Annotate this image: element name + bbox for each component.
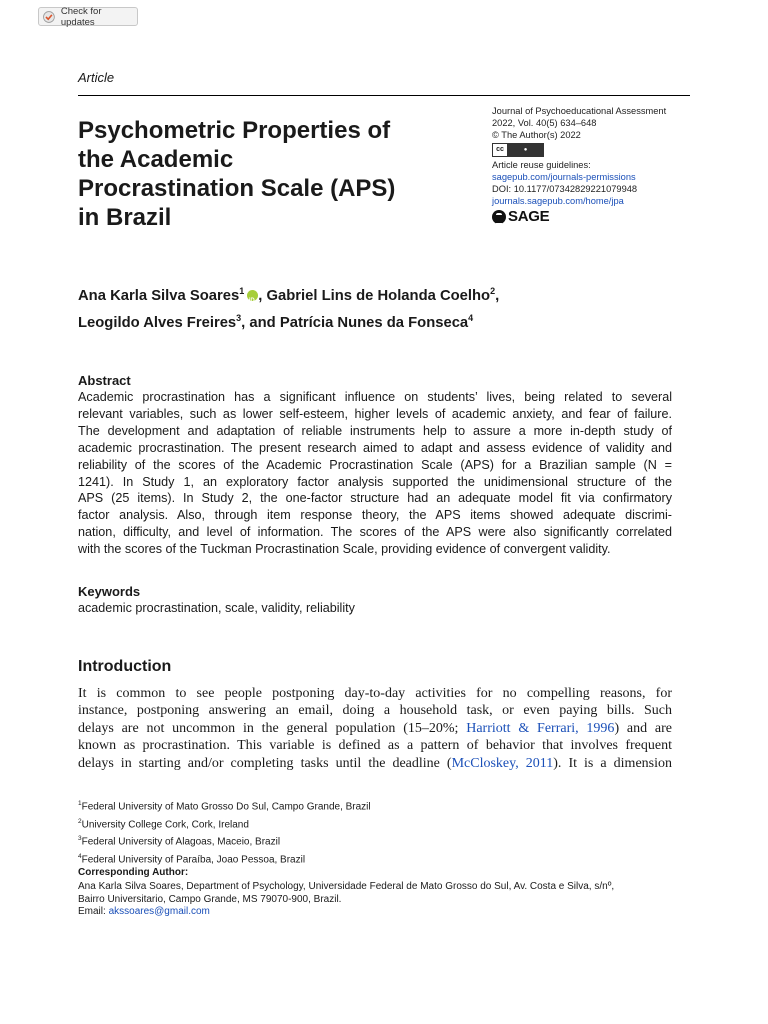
cc-by-icon[interactable] [492, 143, 544, 157]
citation-link[interactable]: Harriott & Ferrari, 1996 [466, 720, 615, 736]
affiliation-item: $^2$University College Cork, Cork, Ireland [78, 817, 249, 830]
corresponding-address-line: Ana Karla Silva Soares, Department of Psychology, Universidade Federal de Mato Grosso do Sul, Av. Costa e Silva, s/nº, [78, 881, 615, 892]
author-list: Ana Karla Silva Soares$^1$iD , Gabriel Lins de Holanda Coelho$^2$, Leogildo Alves Freires$^3$, and Patrícia Nunes da Fonseca$^4$ [78, 280, 698, 334]
top-divider [78, 95, 690, 96]
author-affiliation-mark: 1 [239, 286, 245, 296]
abstract-line: factor analysis. Also, through item response theory, the APS items showed adequate discrimi- [78, 508, 672, 523]
introduction-line: It is common to see people postponing day-to-day activities for no compelling reasons, for [78, 686, 672, 701]
abstract-line: APS (25 items). In Study 2, the one-factor structure had an adequate model fit via confirmatory [78, 491, 672, 506]
author-affiliation-mark: 2 [490, 286, 496, 296]
article-type-label: Article [78, 70, 115, 85]
citation-link[interactable]: McCloskey, 2011 [451, 755, 554, 771]
check-for-updates-label: Check for updates [60, 5, 102, 28]
title-line: Procrastination Scale (APS) [78, 175, 396, 202]
corresponding-author-details [78, 881, 698, 919]
title-line: Psychometric Properties of [78, 117, 391, 144]
abstract-line: with the scores of the Tuckman Procrastination Scale, providing evidence of convergent validity. [78, 542, 611, 557]
author-affiliation-mark: 4 [468, 312, 474, 323]
author-name: Leogildo Alves Freires [78, 314, 237, 331]
abstract-line: 1241). In Study 1, an exploratory factor analysis supported the unidimensional structure of the [78, 474, 672, 489]
abstract-line: nation, difficulty, and level of information. The scores of the APS were also significantly correlated [78, 525, 672, 540]
abstract-line: relevant variables, such as lower self-esteem, higher levels of academic anxiety, and fear of failure. [78, 406, 672, 421]
by-icon: ● [508, 144, 543, 156]
introduction-line: delays are not uncommon in the general population (15–20%; Harriott & Ferrari, 1996) and are [78, 720, 673, 736]
journal-name: Journal of Psychoeducational Assessment [492, 106, 667, 116]
orcid-icon[interactable] [247, 290, 258, 301]
check-for-updates-icon [43, 11, 55, 23]
introduction-line: delays in starting and/or completing tasks until the deadline (McCloskey, 2011). It is a dimension [78, 755, 672, 771]
introduction-text [78, 685, 672, 772]
introduction-heading: Introduction [78, 658, 172, 675]
introduction-line: known as procrastination. This variable is defined as a pattern of behavior that involves frequent [78, 738, 672, 754]
journal-copyright: © The Author(s) 2022 [492, 130, 581, 140]
abstract-heading: Abstract [78, 373, 131, 388]
journal-volume: 2022, Vol. 40(5) 634–648 [492, 118, 597, 128]
abstract-line: Academic procrastination has a significant influence on students’ lives, being related to several [78, 390, 672, 404]
abstract-line: academic procrastination. The present research aimed to adapt and assess evidence of validity and [78, 440, 672, 455]
cc-icon: cc [493, 144, 508, 156]
reuse-label: Article reuse guidelines: [492, 160, 591, 170]
title-line: in Brazil [78, 204, 172, 231]
keywords-heading: Keywords [78, 584, 141, 599]
affiliation-item: $^3$Federal University of Alagoas, Maceio, Brazil [78, 835, 281, 848]
affiliation-item: $^4$Federal University of Paraíba, Joao Pessoa, Brazil [78, 852, 306, 865]
corresponding-author-heading: Corresponding Author: [78, 867, 189, 878]
introduction-line: instance, postponing answering an email, doing a household task, or even paying bills. Such [78, 703, 672, 719]
title-line: the Academic [78, 146, 234, 173]
author-conjunction: and [249, 314, 276, 331]
paper-title [78, 116, 468, 232]
author-affiliation-mark: 3 [236, 312, 242, 323]
doi[interactable]: DOI: 10.1177/07342829221079948 [492, 184, 638, 194]
email-link[interactable]: akssoares@gmail.com [108, 906, 210, 918]
sage-logo [492, 210, 712, 224]
affiliation-item: $^1$Federal University of Mato Grosso Do Sul, Campo Grande, Brazil [78, 800, 371, 813]
author-name: Ana Karla Silva Soares [78, 287, 240, 304]
email-label: Email: [78, 906, 106, 918]
corresponding-email-line [78, 906, 698, 919]
abstract-line: reliability of the scores of the Academic Procrastination Scale (APS) for a Brazilian sample (N = [78, 457, 672, 472]
keywords-text: academic procrastination, scale, validity, reliability [78, 601, 355, 615]
sage-logo-icon [492, 210, 506, 224]
author-name: Gabriel Lins de Holanda Coelho [266, 287, 491, 304]
journal-meta [492, 105, 712, 224]
corresponding-address-line: Bairro Universitario, Campo Grande, MS 79070-900, Brazil. [78, 893, 342, 905]
abstract-text [78, 389, 672, 558]
reuse-link[interactable]: sagepub.com/journals-permissions [492, 172, 636, 182]
affiliations [78, 797, 371, 867]
abstract-line: The development and adaptation of reliable instruments help to assure a more in-depth study of [78, 423, 672, 438]
sage-logo-text: SAGE [508, 208, 550, 225]
journal-home-link[interactable]: journals.sagepub.com/home/jpa [492, 196, 624, 206]
author-name: Patrícia Nunes da Fonseca [279, 314, 469, 331]
check-for-updates-button[interactable] [38, 7, 138, 26]
